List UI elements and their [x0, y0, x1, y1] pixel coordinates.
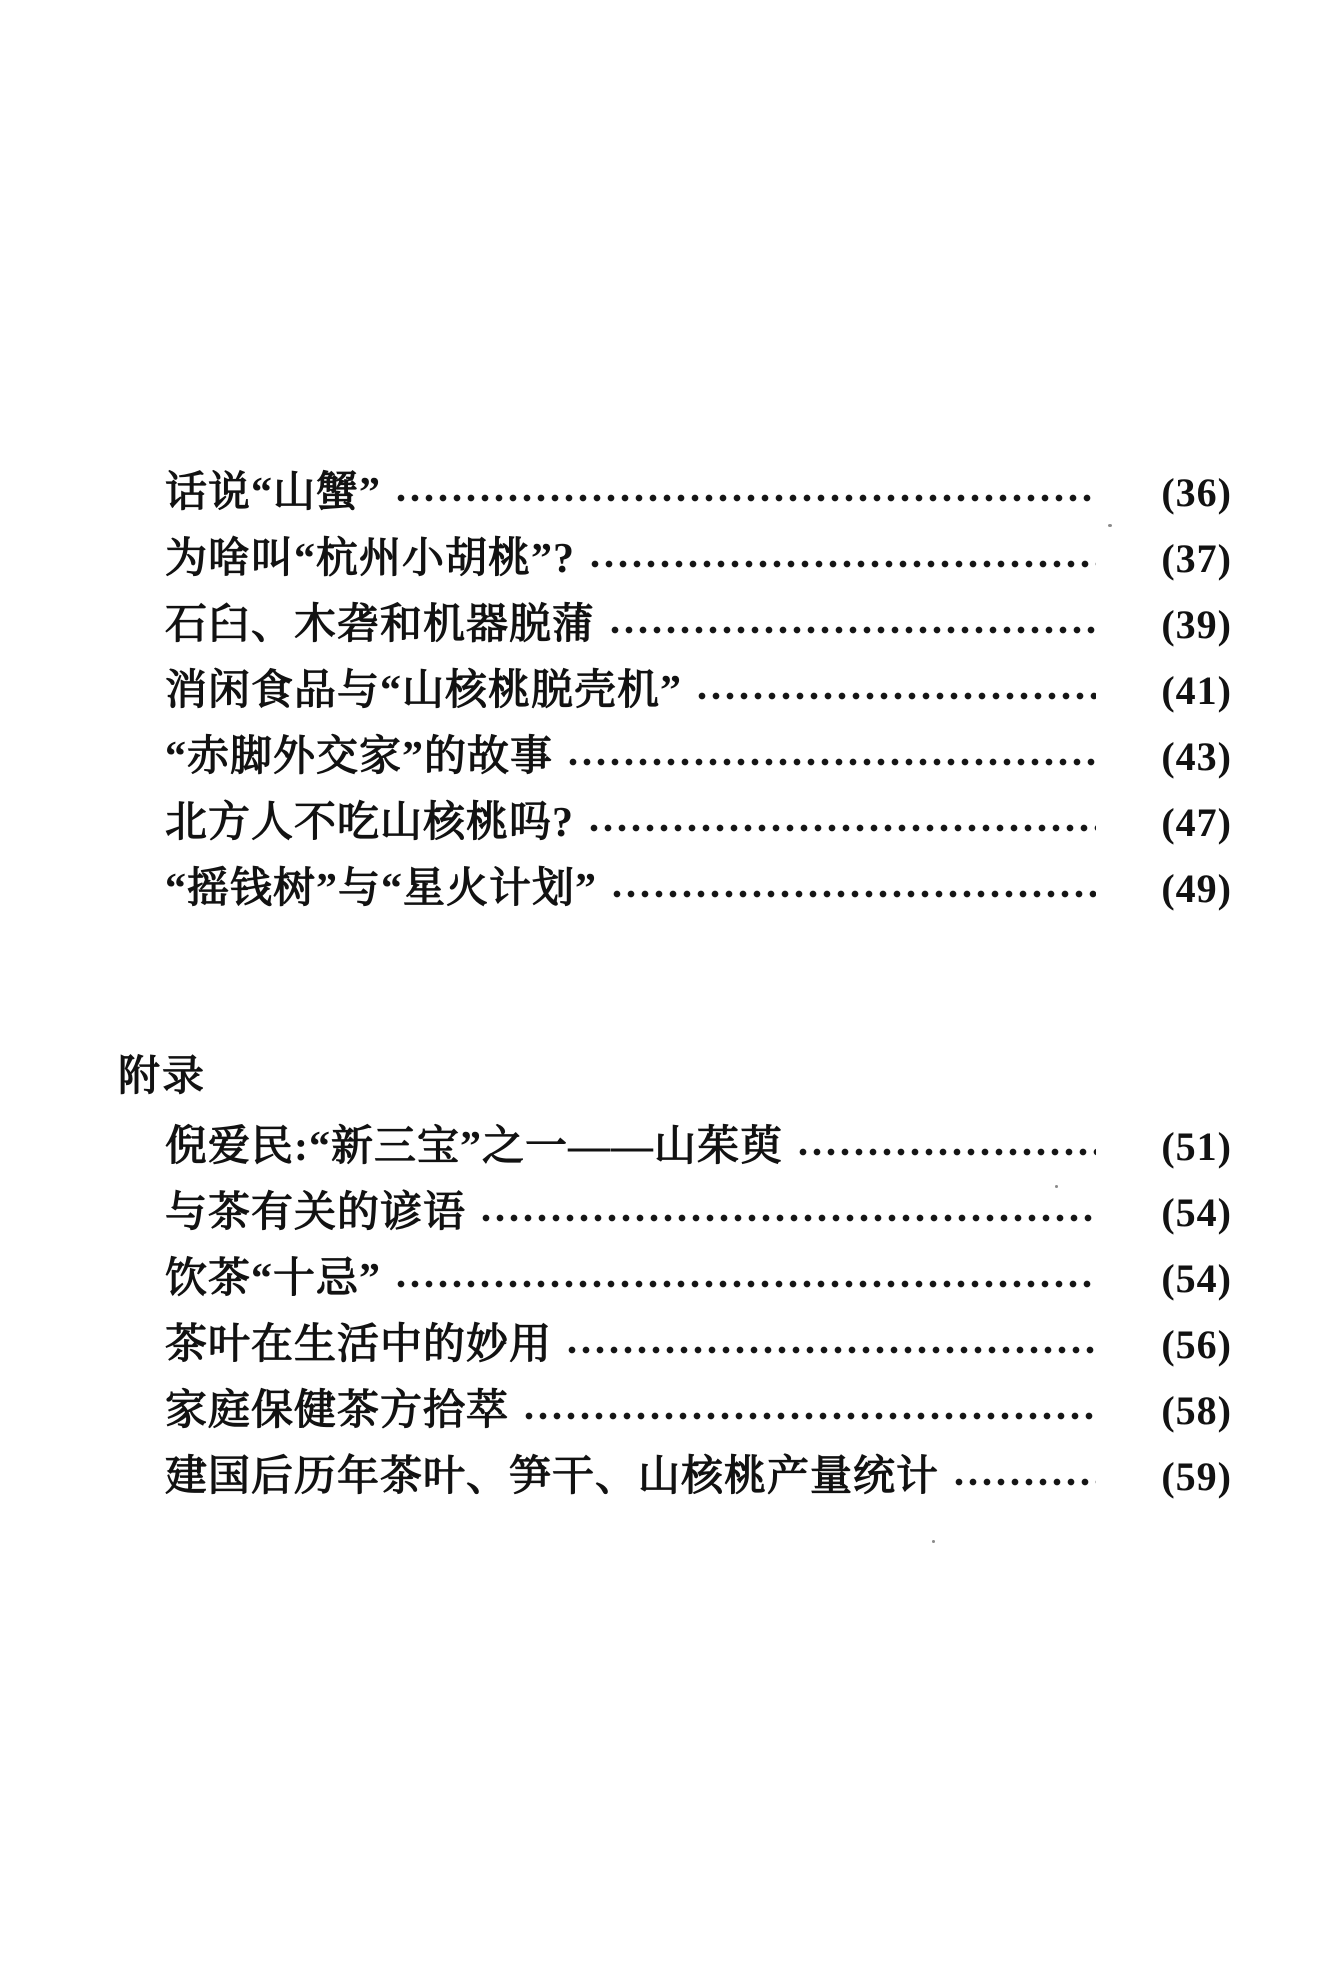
dot-leader: [591, 559, 1096, 569]
toc-entry-title: 家庭保健茶方拾萃: [165, 1388, 510, 1434]
toc-entry-title: 为啥叫“杭州小胡桃”?: [165, 536, 576, 582]
toc-appendix-list: [118, 1114, 1232, 1510]
dot-leader: [525, 1411, 1096, 1421]
toc-entry: [165, 856, 1232, 922]
toc-entry-title: 话说“山蟹”: [165, 470, 382, 516]
toc-entry: [165, 1246, 1232, 1312]
toc-entry-title: 饮茶“十忌”: [165, 1256, 382, 1302]
dot-leader: [397, 1279, 1096, 1289]
dot-leader: [698, 691, 1096, 701]
dot-leader: [613, 889, 1096, 899]
toc-entry: [165, 592, 1232, 658]
toc-entry-title: “赤脚外交家”的故事: [165, 734, 554, 780]
toc-entry: [165, 460, 1232, 526]
toc-entry-title: 茶叶在生活中的妙用: [165, 1322, 553, 1368]
dot-leader: [955, 1477, 1096, 1487]
toc-entry: [165, 1378, 1232, 1444]
dot-leader: [799, 1147, 1096, 1157]
toc-entry-title: 倪爱民:“新三宝”之一——山茱萸: [165, 1124, 783, 1170]
toc-entry-page: (56): [1161, 1322, 1232, 1367]
toc-main-list: [118, 460, 1232, 922]
toc-entry-page: (41): [1161, 668, 1232, 713]
toc-entry-page: (39): [1161, 602, 1232, 647]
dot-leader: [568, 1345, 1096, 1355]
scan-speck: [1055, 1185, 1058, 1188]
dot-leader: [397, 493, 1096, 503]
toc-entry: [165, 1312, 1232, 1378]
toc-entry: [165, 658, 1232, 724]
toc-entry: [165, 724, 1232, 790]
dot-leader: [482, 1213, 1096, 1223]
toc-entry-page: (49): [1161, 866, 1232, 911]
toc-entry-page: (51): [1161, 1124, 1232, 1169]
dot-leader: [590, 823, 1096, 833]
appendix-heading: 附录: [118, 1054, 207, 1100]
toc-entry: [165, 790, 1232, 856]
toc-entry-title: 与茶有关的谚语: [165, 1190, 467, 1236]
toc-entry: [165, 526, 1232, 592]
toc-entry-page: (54): [1161, 1190, 1232, 1235]
toc-entry-page: (43): [1161, 734, 1232, 779]
dot-leader: [611, 625, 1096, 635]
toc-entry: [165, 1180, 1232, 1246]
dot-leader: [569, 757, 1096, 767]
toc-entry-page: (47): [1161, 800, 1232, 845]
toc-entry-page: (58): [1161, 1388, 1232, 1433]
toc-entry-page: (59): [1161, 1454, 1232, 1499]
toc-entry-title: 建国后历年茶叶、笋干、山核桃产量统计: [165, 1454, 940, 1500]
scan-speck: [932, 1540, 935, 1543]
toc-entry-page: (37): [1161, 536, 1232, 581]
toc-entry-title: 消闲食品与“山核桃脱壳机”: [165, 668, 683, 714]
scan-speck: [1108, 524, 1112, 527]
toc-entry-page: (36): [1161, 470, 1232, 515]
toc-entry-title: 北方人不吃山核桃吗?: [165, 800, 575, 846]
toc-entry: [165, 1114, 1232, 1180]
toc-entry-title: “摇钱树”与“星火计划”: [165, 866, 598, 912]
toc-entry-page: (54): [1161, 1256, 1232, 1301]
toc-entry: [165, 1444, 1232, 1510]
toc-entry-title: 石臼、木砻和机器脱蒲: [165, 602, 596, 648]
